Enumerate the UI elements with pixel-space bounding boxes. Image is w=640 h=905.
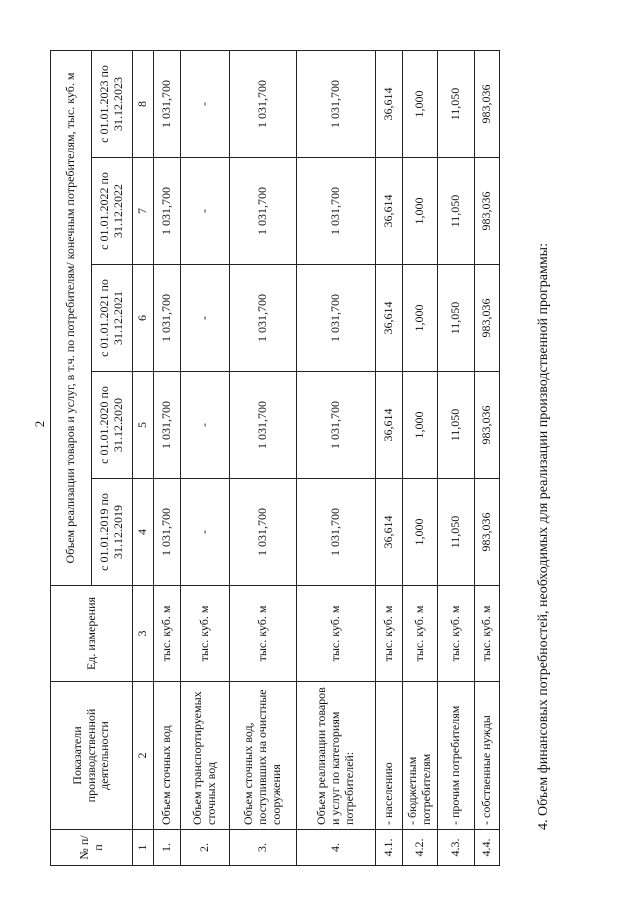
- row-indicator-name: - собственные нужды: [475, 682, 500, 830]
- row-value: -: [181, 158, 230, 265]
- column-number: 6: [133, 265, 154, 372]
- row-value: 1 031,700: [154, 265, 181, 372]
- row-value: 11,050: [438, 372, 475, 479]
- row-value: 1 031,700: [230, 265, 297, 372]
- row-indicator-name: Объем сточных вод: [154, 682, 181, 830]
- row-value: 983,036: [475, 158, 500, 265]
- row-indicator-name: Объем транспортируемых сточных вод: [181, 682, 230, 830]
- column-number: 8: [133, 51, 154, 158]
- page-number: 2: [32, 420, 47, 428]
- header-col-group: Объем реализации товаров и услуг, в т.ч. по потребителям/ конечным потребителям, тыс. куб. м: [51, 51, 92, 586]
- production-table: [50, 50, 500, 866]
- table-body: [154, 51, 500, 866]
- row-value: -: [181, 51, 230, 158]
- row-value: 1 031,700: [297, 265, 376, 372]
- row-unit: тыс. куб. м: [297, 586, 376, 682]
- row-unit: тыс. куб. м: [376, 586, 403, 682]
- row-value: 1 031,700: [230, 479, 297, 586]
- row-value: 1,000: [403, 51, 438, 158]
- row-value: 11,050: [438, 158, 475, 265]
- row-value: 983,036: [475, 372, 500, 479]
- column-number: 4: [133, 479, 154, 586]
- row-value: 11,050: [438, 51, 475, 158]
- row-unit: тыс. куб. м: [181, 586, 230, 682]
- row-unit: тыс. куб. м: [438, 586, 475, 682]
- row-value: 11,050: [438, 479, 475, 586]
- row-unit: тыс. куб. м: [475, 586, 500, 682]
- row-indicator-name: Объем сточных вод, поступивших на очистные сооружения: [230, 682, 297, 830]
- row-value: 36,614: [376, 265, 403, 372]
- row-value: 11,050: [438, 265, 475, 372]
- row-value: 1 031,700: [154, 479, 181, 586]
- header-row-top: [51, 51, 92, 866]
- row-number: 4.4.: [475, 830, 500, 866]
- row-value: 1,000: [403, 158, 438, 265]
- row-value: 1,000: [403, 372, 438, 479]
- row-value: 1 031,700: [154, 158, 181, 265]
- table-row: [376, 51, 403, 866]
- row-value: 1 031,700: [297, 158, 376, 265]
- row-indicator-name: - бюджетным потребителям: [403, 682, 438, 830]
- table-row: [403, 51, 438, 866]
- row-value: 1 031,700: [297, 372, 376, 479]
- row-number: 3.: [230, 830, 297, 866]
- table-row: [475, 51, 500, 866]
- header-col-indicator: Показатели производственной деятельности: [51, 682, 133, 830]
- rotated-page-content: [50, 20, 580, 870]
- row-value: 36,614: [376, 479, 403, 586]
- row-number: 2.: [181, 830, 230, 866]
- header-period-2019: с 01.01.2019 по 31.12.2019: [92, 479, 133, 586]
- column-number: 1: [133, 830, 154, 866]
- row-value: 1 031,700: [230, 51, 297, 158]
- row-value: 1,000: [403, 479, 438, 586]
- row-number: 4.3.: [438, 830, 475, 866]
- row-value: 36,614: [376, 158, 403, 265]
- row-number: 4.: [297, 830, 376, 866]
- table-row: [181, 51, 230, 866]
- table-row: [438, 51, 475, 866]
- row-value: 1 031,700: [297, 479, 376, 586]
- header-col-unit: Ед. измерения: [51, 586, 133, 682]
- row-value: 36,614: [376, 51, 403, 158]
- row-indicator-name: Объем реализации товаров и услуг по категориям потребителей:: [297, 682, 376, 830]
- row-value: 983,036: [475, 265, 500, 372]
- header-period-2021: с 01.01.2021 по 31.12.2021: [92, 265, 133, 372]
- row-value: -: [181, 479, 230, 586]
- row-indicator-name: - населению: [376, 682, 403, 830]
- table-row: [230, 51, 297, 866]
- row-value: 1 031,700: [154, 372, 181, 479]
- column-number: 7: [133, 158, 154, 265]
- row-unit: тыс. куб. м: [403, 586, 438, 682]
- row-value: -: [181, 372, 230, 479]
- column-number: 5: [133, 372, 154, 479]
- row-indicator-name: - прочим потребителям: [438, 682, 475, 830]
- row-value: 1,000: [403, 265, 438, 372]
- row-value: -: [181, 265, 230, 372]
- header-period-2020: с 01.01.2020 по 31.12.2020: [92, 372, 133, 479]
- column-number-row: [133, 51, 154, 866]
- row-unit: тыс. куб. м: [230, 586, 297, 682]
- table-row: [154, 51, 181, 866]
- section-caption: 4. Объем финансовых потребностей, необходимых для реализации производственной программы:: [536, 243, 551, 830]
- row-value: 1 031,700: [230, 372, 297, 479]
- row-value: 1 031,700: [230, 158, 297, 265]
- row-unit: тыс. куб. м: [154, 586, 181, 682]
- row-value: 1 031,700: [297, 51, 376, 158]
- row-value: 983,036: [475, 51, 500, 158]
- header-period-2022: с 01.01.2022 по 31.12.2022: [92, 158, 133, 265]
- column-number: 3: [133, 586, 154, 682]
- table-row: [297, 51, 376, 866]
- row-value: 36,614: [376, 372, 403, 479]
- row-number: 1.: [154, 830, 181, 866]
- header-period-2023: с 01.01.2023 по 31.12.2023: [92, 51, 133, 158]
- column-number: 2: [133, 682, 154, 830]
- row-value: 1 031,700: [154, 51, 181, 158]
- row-number: 4.2.: [403, 830, 438, 866]
- row-number: 4.1.: [376, 830, 403, 866]
- row-value: 983,036: [475, 479, 500, 586]
- header-col-no: № п/п: [51, 830, 133, 866]
